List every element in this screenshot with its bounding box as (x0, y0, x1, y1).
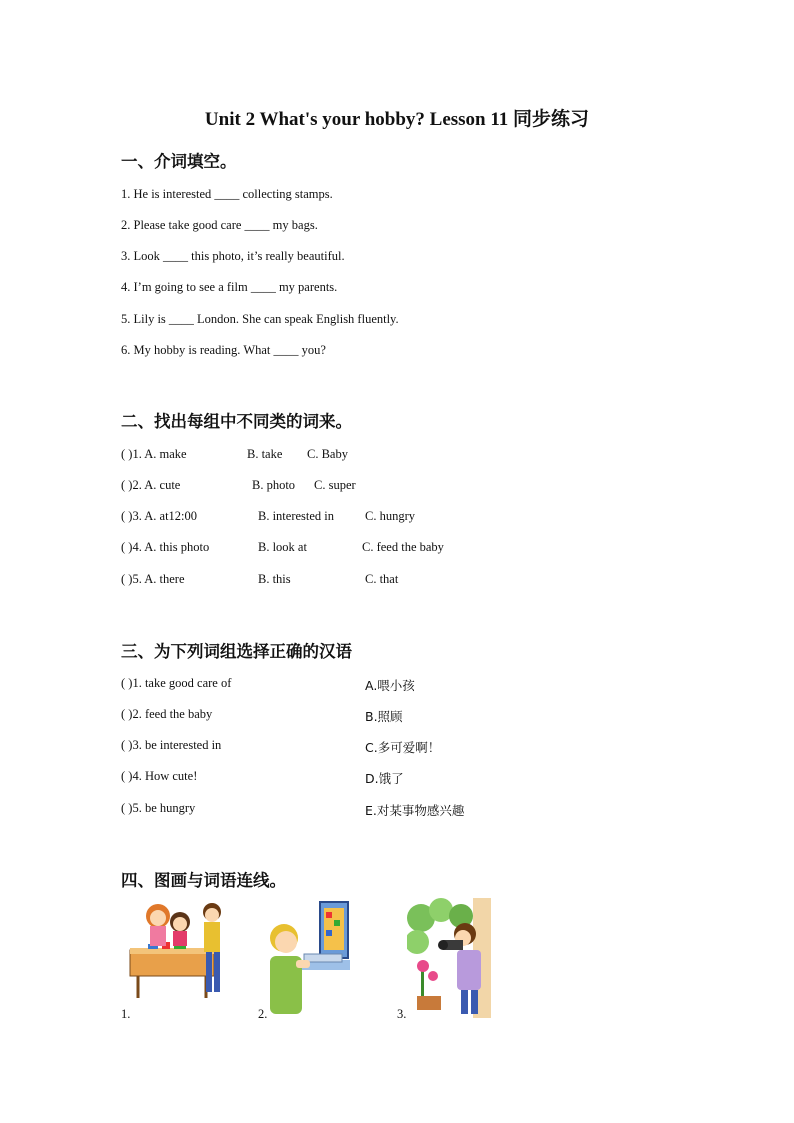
s1-item-1: 1. He is interested ____ collecting stamps. (121, 187, 333, 201)
s2-row-2-question: ( )2. A. cute (121, 478, 181, 492)
s2-row-1-question: ( )1. A. make (121, 447, 187, 461)
picture-2-label: 2. (258, 1007, 268, 1021)
section-1-heading: 一、介词填空。 (121, 152, 237, 171)
s2-row-2-option-c: C. super (314, 478, 356, 492)
boy-at-computer-illustration (266, 898, 350, 1018)
s2-row-4-option-c: C. feed the baby (362, 540, 444, 554)
s3-row-4-phrase: ( )4. How cute! (121, 769, 198, 783)
s1-item-3: 3. Look ____ this photo, it’s really beautiful. (121, 249, 345, 263)
s3-row-5-phrase: ( )5. be hungry (121, 801, 196, 815)
s3-row-1-chinese: A.喂小孩 (365, 678, 415, 693)
s2-row-3-question: ( )3. A. at12:00 (121, 509, 198, 523)
s3-row-5-chinese: E.对某事物感兴趣 (365, 803, 465, 818)
s2-row-3-option-c: C. hungry (365, 509, 415, 523)
s2-row-3-option-b: B. interested in (258, 509, 335, 523)
s1-item-2: 2. Please take good care ____ my bags. (121, 218, 318, 232)
page-title: Unit 2 What's your hobby? Lesson 11 同步练习 (204, 109, 590, 130)
picture-1-label: 1. (121, 1007, 131, 1021)
s2-row-5-question: ( )5. A. there (121, 572, 185, 586)
section-4-heading: 四、图画与词语连线。 (121, 871, 286, 890)
s2-row-1-option-c: C. Baby (307, 447, 348, 461)
s1-item-4: 4. I’m going to see a film ____ my parents. (121, 280, 338, 294)
s3-row-2-phrase: ( )2. feed the baby (121, 707, 213, 721)
s2-row-4-option-b: B. look at (258, 540, 307, 554)
s1-item-6: 6. My hobby is reading. What ____ you? (121, 343, 326, 357)
s2-row-1-option-b: B. take (247, 447, 283, 461)
section-2-heading: 二、找出每组中不同类的词来。 (121, 412, 352, 431)
s3-row-3-chinese: C.多可爱啊！ (365, 740, 441, 755)
s3-row-2-chinese: B.照顾 (365, 709, 403, 724)
s2-row-4-question: ( )4. A. this photo (121, 540, 210, 554)
s3-row-1-phrase: ( )1. take good care of (121, 676, 232, 690)
kids-crafting-illustration (128, 898, 232, 1002)
picture-3-label: 3. (397, 1007, 407, 1021)
s3-row-3-phrase: ( )3. be interested in (121, 738, 222, 752)
s2-row-5-option-b: B. this (258, 572, 291, 586)
s2-row-5-option-c: C. that (365, 572, 399, 586)
s1-item-5: 5. Lily is ____ London. She can speak English fluently. (121, 312, 399, 326)
section-3-heading: 三、为下列词组选择正确的汉语 (121, 642, 352, 661)
s3-row-4-chinese: D.饿了 (365, 771, 404, 786)
s2-row-2-option-b: B. photo (252, 478, 296, 492)
girl-with-camera-illustration (407, 898, 491, 1018)
